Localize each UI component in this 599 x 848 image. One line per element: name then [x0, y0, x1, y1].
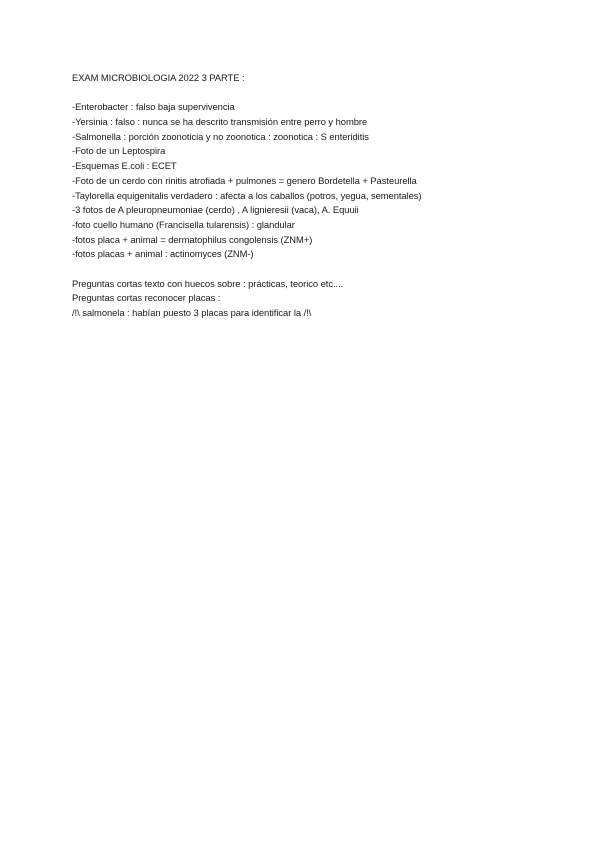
note-line: /!\ salmonela : habían puesto 3 placas para identificar la /!\ [72, 307, 312, 318]
note-line: Preguntas cortas reconocer placas : [72, 292, 221, 304]
list-item: -Yersinia : falso : nunca se ha descrito transmisión entre perro y hombre [72, 116, 368, 128]
list-item: -Esquemas E.coli : ECET [72, 160, 177, 172]
list-item: -foto cuello humano (Francisella tularensis) : glandular [72, 218, 295, 230]
list-item: -3 fotos de A pleuropneumoniae (cerdo) , A lignieresii (vaca), A. Equuii [72, 204, 359, 216]
exam-items-list [72, 100, 572, 262]
list-item: -Foto de un Leptospira [72, 145, 166, 157]
list-item: -fotos placas + animal : actinomyces (ZNM-) [72, 248, 254, 260]
list-item: -fotos placa + animal = dermatophilus congolensis (ZNM+) [72, 233, 313, 245]
list-item: -Salmonella : porción zoonoticia y no zoonotica : zoonotica : S enteriditis [72, 130, 369, 142]
document-body [72, 71, 572, 321]
document-title: EXAM MICROBIOLOGIA 2022 3 PARTE : [72, 72, 245, 83]
list-item: -Foto de un cerdo con rinitis atrofiada + pulmones = genero Bordetella + Pasteurella [72, 174, 417, 186]
list-item: -Enterobacter : falso baja supervivencia [72, 101, 235, 113]
note-line: Preguntas cortas texto con huecos sobre : prácticas, teorico etc.... [72, 277, 344, 289]
notes-list [72, 277, 572, 321]
paragraph-spacer [72, 262, 572, 277]
list-item: -Taylorella equigenitalis verdadero : afecta a los caballos (potros, yegua, sementales) [72, 189, 422, 201]
